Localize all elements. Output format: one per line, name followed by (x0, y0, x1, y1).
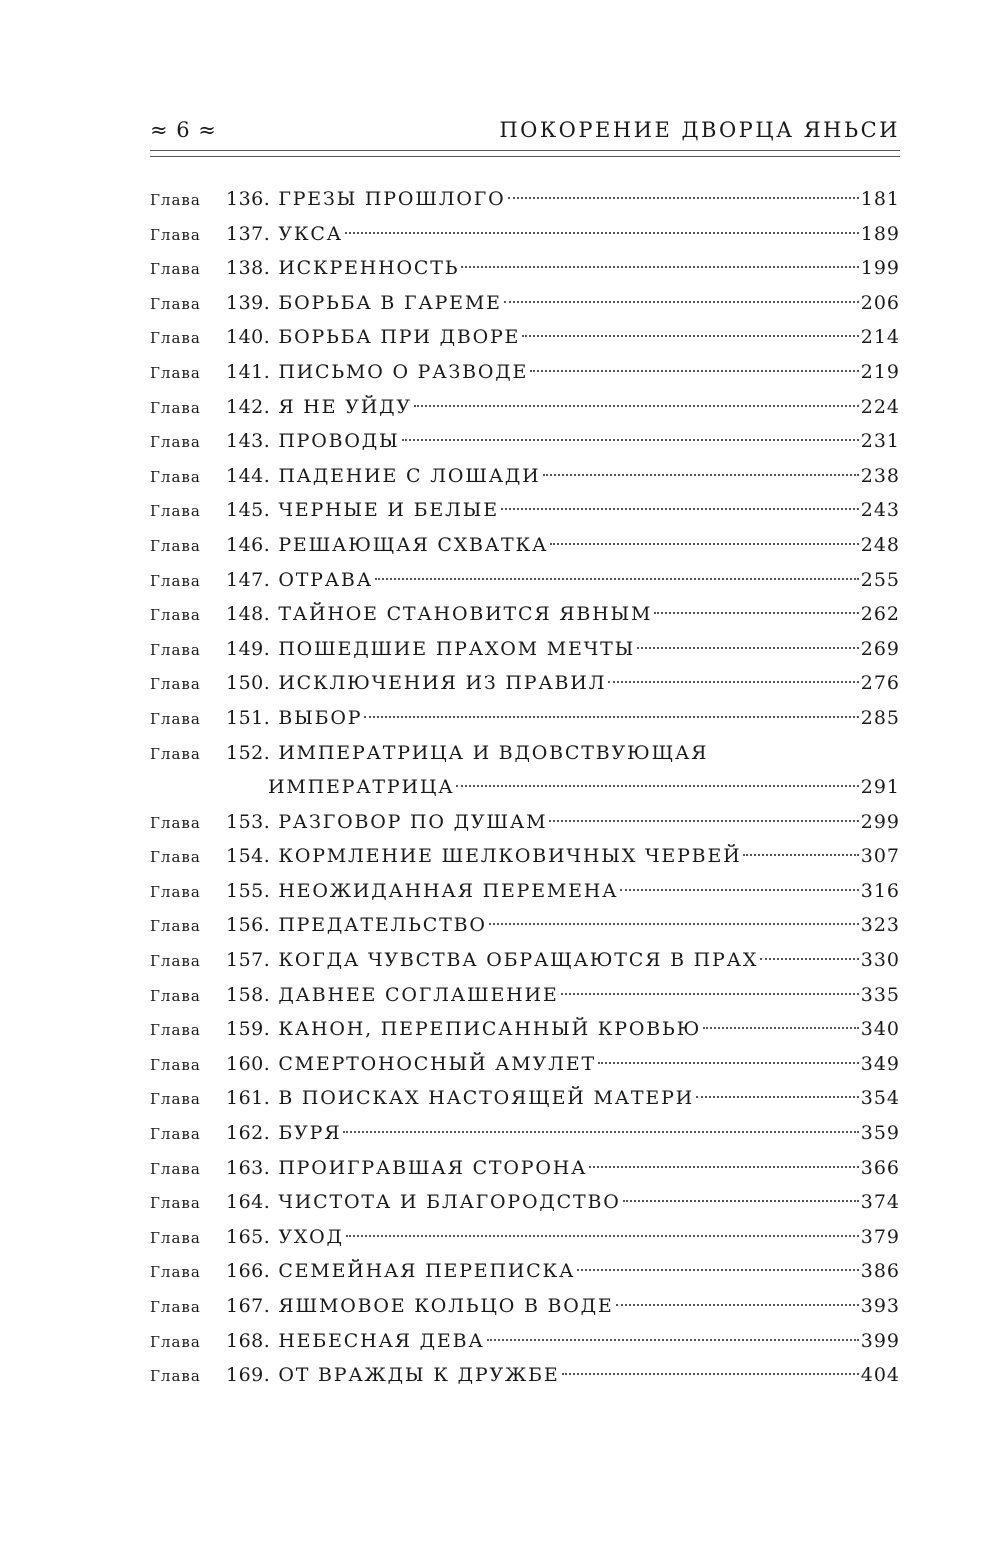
chapter-title: ИМПЕРАТРИЦА И ВДОВСТВУЮЩАЯ (278, 741, 709, 764)
chapter-title: ИСКЛЮЧЕНИЯ ИЗ ПРАВИЛ (278, 672, 607, 695)
chapter-title: ПРОИГРАВШАЯ СТОРОНА (278, 1156, 588, 1179)
toc-entry[interactable] (150, 424, 900, 459)
chapter-number: 153. (226, 810, 271, 833)
chapter-number: 166. (226, 1260, 271, 1283)
chapter-title: ТАЙНОЕ СТАНОВИТСЯ ЯВНЫМ (278, 603, 653, 626)
chapter-title: ВЫБОР (278, 706, 363, 729)
dot-leader (760, 958, 859, 960)
chapter-title-continued: ИМПЕРАТРИЦА (268, 776, 455, 799)
chapter-page: 224 (860, 395, 900, 418)
toc-entry[interactable] (150, 736, 900, 805)
chapter-label: Глава (150, 709, 201, 728)
chapter-number: 154. (226, 845, 271, 868)
chapter-number: 167. (226, 1295, 271, 1317)
chapter-number: 144. (226, 464, 271, 487)
dot-leader (743, 854, 858, 856)
chapter-number: 169. (226, 1364, 271, 1387)
chapter-page: 399 (860, 1329, 900, 1352)
chapter-title: ПОШЕДШИЕ ПРАХОМ МЕЧТЫ (278, 637, 636, 660)
chapter-page: 238 (860, 464, 900, 487)
chapter-title: БОРЬБА В ГАРЕМЕ (278, 291, 502, 314)
toc-entry[interactable] (150, 1254, 900, 1289)
chapter-label: Глава (150, 398, 201, 417)
chapter-title: БОРЬБА ПРИ ДВОРЕ (278, 326, 521, 349)
dot-leader (402, 439, 859, 441)
dot-leader (530, 370, 859, 372)
chapter-title: КОРМЛЕНИЕ ШЕЛКОВИЧНЫХ ЧЕРВЕЙ (278, 845, 742, 868)
chapter-page: 349 (860, 1052, 900, 1075)
chapter-label: Глава (150, 329, 201, 348)
chapter-page: 189 (860, 222, 900, 245)
toc-entry[interactable] (150, 1012, 900, 1047)
chapter-number: 136. (226, 188, 271, 210)
chapter-number: 160. (226, 1052, 271, 1075)
chapter-number: 142. (226, 395, 271, 418)
toc-entry[interactable] (150, 597, 900, 632)
chapter-label: Глава (150, 363, 201, 382)
chapter-label: Глава (150, 1263, 201, 1282)
chapter-number: 168. (226, 1329, 271, 1352)
chapter-page: 359 (860, 1122, 900, 1145)
chapter-label: Глава (150, 502, 201, 521)
chapter-title: ЧЕРНЫЕ И БЕЛЫЕ (278, 499, 499, 522)
chapter-title: РЕШАЮЩАЯ СХВАТКА (278, 533, 549, 556)
toc-entry[interactable] (150, 1081, 900, 1116)
chapter-number: 165. (226, 1225, 271, 1248)
dot-leader (487, 1339, 859, 1341)
chapter-number: 152. (226, 741, 271, 764)
dot-leader (461, 266, 858, 268)
toc-entry[interactable] (150, 459, 900, 494)
chapter-label: Глава (150, 952, 201, 971)
chapter-number: 155. (226, 879, 271, 902)
chapter-title: СЕМЕЙНАЯ ПЕРЕПИСКА (278, 1260, 576, 1283)
running-head (150, 118, 900, 148)
chapter-number: 151. (226, 706, 271, 729)
dot-leader (562, 1373, 859, 1375)
chapter-page: 206 (860, 291, 900, 314)
chapter-title: ОТ ВРАЖДЫ К ДРУЖБЕ (278, 1364, 560, 1387)
toc-entry[interactable] (150, 1047, 900, 1082)
chapter-number: 158. (226, 983, 271, 1006)
chapter-title: КАНОН, ПЕРЕПИСАННЫЙ КРОВЬЮ (278, 1018, 702, 1041)
dot-leader (522, 335, 859, 337)
chapter-label: Глава (150, 1090, 201, 1109)
chapter-number: 146. (226, 533, 271, 556)
chapter-label: Глава (150, 1332, 201, 1351)
chapter-page: 181 (860, 188, 900, 210)
chapter-page: 262 (860, 603, 900, 626)
dot-leader (543, 474, 859, 476)
chapter-page: 299 (860, 810, 900, 833)
chapter-label: Глава (150, 606, 201, 625)
chapter-number: 150. (226, 672, 271, 695)
page-number: ≈ 6 ≈ (150, 118, 217, 142)
chapter-label: Глава (150, 1194, 201, 1213)
chapter-page: 379 (860, 1225, 900, 1248)
toc-entry[interactable] (150, 1220, 900, 1255)
dot-leader (364, 716, 858, 718)
chapter-label: Глава (150, 813, 201, 832)
chapter-page: 276 (860, 672, 900, 695)
chapter-label: Глава (150, 536, 201, 555)
chapter-label: Глава (150, 882, 201, 901)
chapter-page: 366 (860, 1156, 900, 1179)
chapter-title: ЧИСТОТА И БЛАГОРОДСТВО (278, 1191, 621, 1214)
chapter-label: Глава (150, 744, 201, 763)
dot-leader (654, 612, 858, 614)
chapter-title: ПРОВОДЫ (278, 430, 400, 453)
dot-leader (616, 1304, 859, 1306)
chapter-page: 386 (860, 1260, 900, 1283)
chapter-label: Глава (150, 675, 201, 694)
chapter-number: 140. (226, 326, 271, 349)
chapter-label: Глава (150, 848, 201, 867)
chapter-page: 231 (860, 430, 900, 453)
dot-leader (501, 508, 859, 510)
chapter-page: 340 (860, 1018, 900, 1041)
chapter-number: 163. (226, 1156, 271, 1179)
toc-entry[interactable] (150, 217, 900, 252)
chapter-label: Глава (150, 986, 201, 1005)
dot-leader (561, 993, 859, 995)
chapter-page: 285 (860, 706, 900, 729)
toc-entry[interactable] (150, 943, 900, 978)
chapter-page: 335 (860, 983, 900, 1006)
toc-entry[interactable] (150, 563, 900, 598)
dot-leader (589, 1166, 858, 1168)
chapter-page: 393 (860, 1295, 900, 1317)
chapter-title: ПИСЬМО О РАЗВОДЕ (278, 360, 529, 383)
toc-entry[interactable] (150, 251, 900, 286)
dot-leader (345, 232, 859, 234)
toc-entry[interactable] (150, 1185, 900, 1220)
toc-entry[interactable] (150, 805, 900, 840)
chapter-label: Глава (150, 433, 201, 452)
chapter-label: Глава (150, 191, 201, 209)
chapter-page: 307 (860, 845, 900, 868)
chapter-title: ОТРАВА (278, 568, 373, 591)
chapter-title: ДАВНЕЕ СОГЛАШЕНИЕ (278, 983, 559, 1006)
chapter-title: РАЗГОВОР ПО ДУШАМ (278, 810, 548, 833)
chapter-title: Я НЕ УЙДУ (278, 395, 412, 418)
chapter-label: Глава (150, 1228, 201, 1247)
dot-leader (549, 820, 858, 822)
toc-entry[interactable] (150, 632, 900, 667)
chapter-number: 164. (226, 1191, 271, 1214)
dot-leader (608, 681, 858, 683)
dot-leader (577, 1269, 859, 1271)
chapter-number: 148. (226, 603, 271, 626)
chapter-number: 147. (226, 568, 271, 591)
toc-entry[interactable] (150, 978, 900, 1013)
dot-leader (375, 578, 859, 580)
chapter-title: ПРЕДАТЕЛЬСТВО (278, 914, 487, 937)
toc-entry[interactable] (150, 1358, 900, 1393)
chapter-number: 139. (226, 291, 271, 314)
dot-leader (504, 301, 859, 303)
toc-entry[interactable] (150, 390, 900, 425)
chapter-number: 137. (226, 222, 271, 245)
toc-entry[interactable] (150, 701, 900, 736)
chapter-number: 141. (226, 360, 271, 383)
toc-entry[interactable] (150, 1289, 900, 1324)
chapter-page: 214 (860, 326, 900, 349)
dot-leader (343, 1131, 858, 1133)
toc-entry[interactable] (150, 666, 900, 701)
chapter-page: 330 (860, 949, 900, 972)
chapter-page: 269 (860, 637, 900, 660)
chapter-title: КОГДА ЧУВСТВА ОБРАЩАЮТСЯ В ПРАХ (278, 949, 759, 972)
header-double-rule (150, 150, 900, 157)
chapter-label: Глава (150, 260, 201, 279)
dot-leader (620, 889, 858, 891)
chapter-label: Глава (150, 1159, 201, 1178)
chapter-number: 143. (226, 430, 271, 453)
dot-leader (550, 543, 859, 545)
dot-leader (456, 785, 858, 787)
chapter-page: 323 (860, 914, 900, 937)
chapter-page: 219 (860, 360, 900, 383)
chapter-label: Глава (150, 225, 201, 244)
dot-leader (703, 1027, 859, 1029)
chapter-page: 354 (860, 1087, 900, 1110)
chapter-label: Глава (150, 1367, 201, 1386)
dot-leader (598, 1062, 859, 1064)
chapter-label: Глава (150, 1125, 201, 1144)
toc-entry[interactable] (150, 355, 900, 390)
chapter-page: 291 (860, 776, 900, 799)
dot-leader (623, 1200, 859, 1202)
chapter-title: ГРЕЗЫ ПРОШЛОГО (278, 188, 506, 210)
chapter-number: 162. (226, 1122, 271, 1145)
chapter-label: Глава (150, 1055, 201, 1074)
chapter-title: СМЕРТОНОСНЫЙ АМУЛЕТ (278, 1052, 596, 1075)
chapter-title: ПАДЕНИЕ С ЛОШАДИ (278, 464, 541, 487)
chapter-page: 316 (860, 879, 900, 902)
toc-entry[interactable] (150, 493, 900, 528)
chapter-label: Глава (150, 1298, 201, 1316)
dot-leader (489, 923, 859, 925)
chapter-title: УКСА (278, 222, 343, 245)
dot-leader (637, 647, 859, 649)
chapter-number: 145. (226, 499, 271, 522)
chapter-number: 138. (226, 257, 271, 280)
chapter-title: НЕОЖИДАННАЯ ПЕРЕМЕНА (278, 879, 619, 902)
chapter-page: 243 (860, 499, 900, 522)
toc-entry[interactable] (150, 839, 900, 874)
toc-entry[interactable] (150, 528, 900, 563)
book-title: ПОКОРЕНИЕ ДВОРЦА ЯНЬСИ (499, 118, 900, 142)
chapter-number: 161. (226, 1087, 271, 1110)
chapter-title: БУРЯ (278, 1122, 342, 1145)
chapter-number: 157. (226, 949, 271, 972)
toc-entry[interactable] (150, 286, 900, 321)
chapter-label: Глава (150, 571, 201, 590)
chapter-label: Глава (150, 467, 201, 486)
chapter-label: Глава (150, 640, 201, 659)
dot-leader (346, 1235, 859, 1237)
chapter-title: В ПОИСКАХ НАСТОЯЩЕЙ МАТЕРИ (278, 1087, 695, 1110)
toc-entry[interactable] (150, 182, 900, 217)
toc-entry[interactable] (150, 1151, 900, 1186)
chapter-page: 374 (860, 1191, 900, 1214)
toc-entry[interactable] (150, 1324, 900, 1359)
toc-entry[interactable] (150, 908, 900, 943)
chapter-title: ИСКРЕННОСТЬ (278, 257, 460, 280)
chapter-number: 149. (226, 637, 271, 660)
toc-entry[interactable] (150, 1116, 900, 1151)
chapter-page: 404 (860, 1364, 900, 1387)
chapter-number: 156. (226, 914, 271, 937)
chapter-page: 248 (860, 533, 900, 556)
chapter-title: УХОД (278, 1225, 344, 1248)
chapter-title: ЯШМОВОЕ КОЛЬЦО В ВОДЕ (278, 1295, 614, 1317)
chapter-label: Глава (150, 917, 201, 936)
chapter-page: 199 (860, 257, 900, 280)
chapter-label: Глава (150, 1021, 201, 1040)
chapter-number: 159. (226, 1018, 271, 1041)
chapter-label: Глава (150, 294, 201, 313)
dot-leader (414, 405, 859, 407)
dot-leader (508, 197, 859, 199)
chapter-title: НЕБЕСНАЯ ДЕВА (278, 1329, 485, 1352)
chapter-page: 255 (860, 568, 900, 591)
dot-leader (696, 1096, 859, 1098)
toc-entry[interactable] (150, 320, 900, 355)
table-of-contents (150, 182, 900, 1393)
toc-entry[interactable] (150, 874, 900, 909)
